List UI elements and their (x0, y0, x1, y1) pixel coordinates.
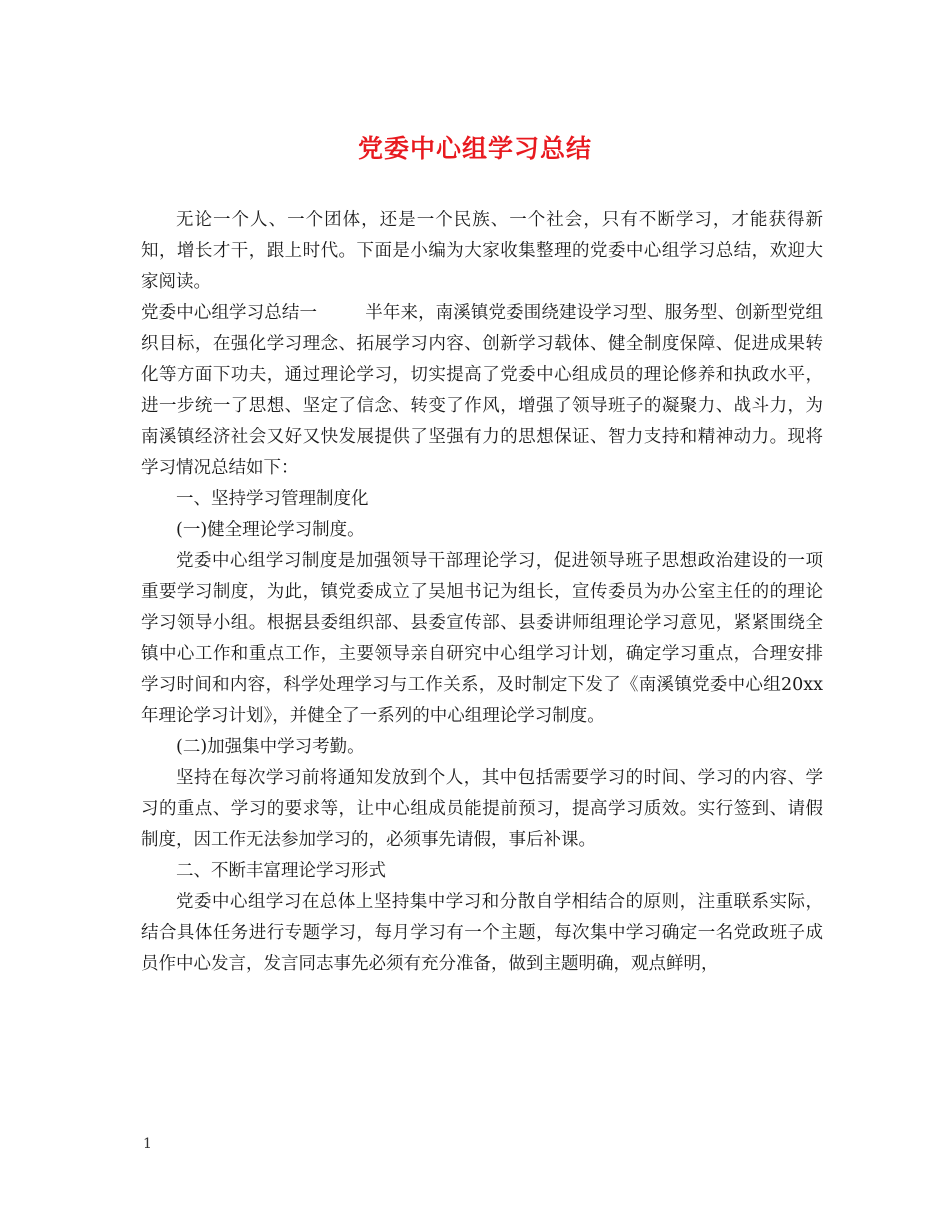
subheading-one-one: (一)健全理论学习制度。 (176, 520, 365, 540)
document-body (141, 205, 823, 980)
heading-one: 一、坚持学习管理制度化 (176, 489, 369, 509)
paragraph-two-one: 党委中心组学习在总体上坚持集中学习和分散自学相结合的原则，注重联系实际，结合具体任务进行专题学习，每月学习有一个主题，每次集中学习确定一名党政班子成员作中心发言，发言同志事先必须有充分准备，做到主题明确，观点鲜明， (141, 892, 823, 974)
paragraph-one-two: 坚持在每次学习前将通知发放到个人，其中包括需要学习的时间、学习的内容、学习的重点、学习的要求等，让中心组成员能提前预习，提高学习质效。实行签到、请假制度，因工作无法参加学习的，必须事先请假，事后补课。 (141, 768, 823, 850)
section-one-lead: 半年来，南溪镇党委围绕建设学习型、服务型、创新型党组织目标，在强化学习理念、拓展学习内容、创新学习载体、健全制度保障、促进成果转化等方面下功夫，通过理论学习，切实提高了党委中心组成员的理论修养和执政水平，进一步统一了思想、坚定了信念、转变了作风，增强了领导班子的凝聚力、战斗力，为南溪镇经济社会又好又快发展提供了坚强有力的思想保证、智力支持和精神动力。现将学习情况总结如下： (141, 303, 824, 478)
paragraph-one-one: 党委中心组学习制度是加强领导干部理论学习，促进领导班子思想政治建设的一项重要学习制度，为此，镇党委成立了吴旭书记为组长，宣传委员为办公室主任的的理论学习领导小组。根据县委组织部、县委宣传部、县委讲师组理论学习意见，紧紧围绕全镇中心工作和重点工作，主要领导亲自研究中心组学习计划，确定学习重点，合理安排学习时间和内容，科学处理学习与工作关系，及时制定下发了《南溪镇党委中心组20xx年理论学习计划》，并健全了一系列的中心组理论学习制度。 (141, 551, 823, 726)
page-number: 1 (143, 1136, 152, 1152)
heading-two: 二、不断丰富理论学习形式 (176, 861, 386, 881)
intro-paragraph: 无论一个人、一个团体，还是一个民族、一个社会，只有不断学习，才能获得新知，增长才干，跟上时代。下面是小编为大家收集整理的党委中心组学习总结，欢迎大家阅读。 (141, 210, 823, 292)
page-title: 党委中心组学习总结 (357, 134, 592, 163)
section-one-heading: 党委中心组学习总结一 (141, 303, 318, 323)
section-one-paragraph (141, 298, 823, 484)
subheading-one-two: (二)加强集中学习考勤。 (176, 737, 365, 757)
